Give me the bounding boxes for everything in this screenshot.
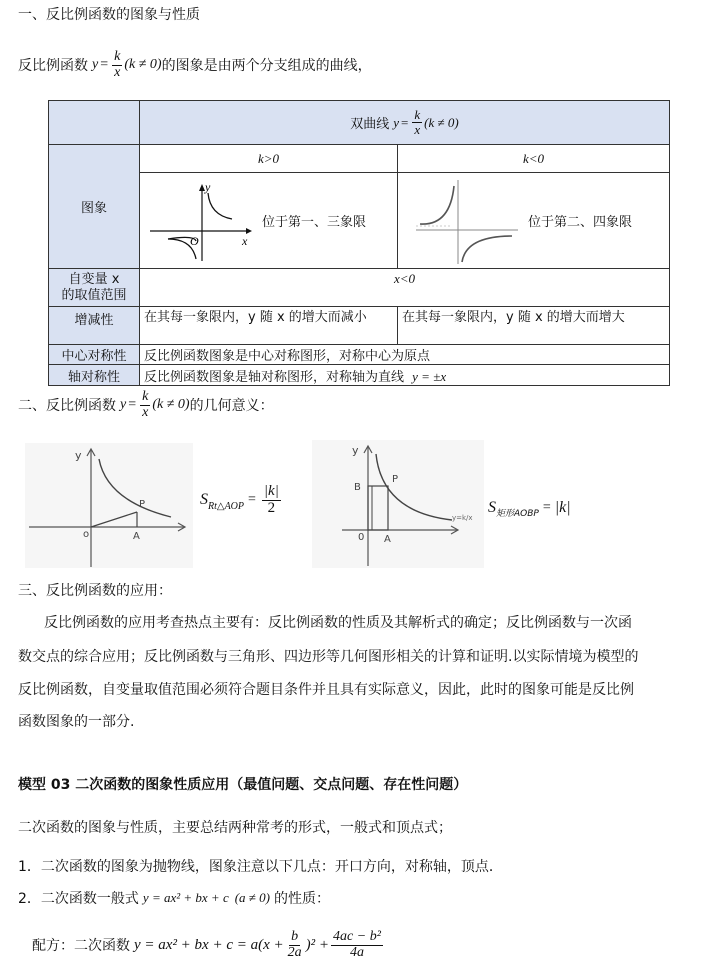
graph-positive-quadrants (144, 179, 254, 263)
intro-line (18, 50, 372, 80)
graph-label-cell (49, 145, 140, 269)
model-line4-mid: )² + (305, 936, 330, 953)
pos-quadrant-text: 位于第一、三象限 (262, 215, 367, 230)
geo1-num: |k| (263, 483, 279, 499)
section2-eq: = (128, 397, 137, 413)
graph-pos-origin: O (190, 233, 199, 248)
model-line2: 1．二次函数的图象为抛物线，图象注意以下几点：开口方向，对称轴，顶点． (18, 859, 503, 875)
section2-y: y (120, 397, 127, 413)
model-line4 (32, 930, 385, 960)
section2-heading (18, 390, 274, 420)
model-line3-prefix: 2．二次函数一般式 (18, 891, 139, 907)
central-symmetry-label-cell: 中心对称性 (49, 345, 140, 365)
domain-label-line2: 的取值范围 (61, 287, 127, 303)
monotonicity-negative-cell: 在其每一象限内，y 随 x 的增大而增大 (398, 307, 670, 345)
model-line4-lhs: y = ax² + bx + c = a(x + (134, 936, 284, 953)
geo2-s: S (488, 498, 496, 516)
graph-negative-quadrants (402, 176, 522, 266)
model-line3 (18, 888, 330, 908)
domain-label-cell (49, 269, 140, 307)
formula-num: k (114, 49, 121, 64)
formula-den: x (114, 64, 121, 80)
model-title: 模型 03 二次函数的图象性质应用（最值问题、交点问题、存在性问题） (18, 777, 468, 793)
geo1-point-p: P (139, 499, 146, 510)
header-y: y (393, 114, 400, 130)
rectangle-area-figure (312, 440, 484, 568)
properties-table (48, 100, 670, 386)
geo2-y-label: y (352, 444, 359, 457)
model-line3-cond: (a ≠ 0) (234, 890, 271, 905)
model-line4-f1-den: 2a (287, 944, 302, 960)
k-positive-cell: k>0 (140, 145, 398, 173)
header-prefix: 双曲线 (350, 117, 390, 132)
geo1-sub: Rt△AOP (208, 500, 245, 512)
graph-negative-cell (398, 173, 670, 269)
geo1-y-label: y (75, 449, 82, 462)
domain-label-line1: 自变量 x (68, 271, 120, 287)
model-line4-f1-num: b (291, 929, 299, 944)
triangle-area-formula (200, 484, 283, 517)
section1-heading: 一、反比例函数的图象与性质 (18, 7, 200, 23)
rectangle-area-formula (488, 496, 571, 519)
domain-value-cell: x<0 (140, 269, 670, 307)
formula-eq: = (100, 57, 109, 73)
geo2-point-b: B (354, 482, 361, 493)
k-negative-cell: k<0 (398, 145, 670, 173)
geo1-s: S (200, 491, 208, 509)
section2-prefix: 二、反比例函数 (18, 398, 116, 415)
graph-label: 图象 (80, 201, 107, 216)
geo2-point-a: A (384, 534, 391, 545)
intro-suffix: 的图象是由两个分支组成的曲线， (161, 58, 372, 75)
geo1-fraction (262, 484, 281, 517)
section2-den: x (142, 404, 149, 420)
graph-pos-x-label: x (242, 233, 248, 248)
model-line1: 二次函数的图象与性质，主要总结两种常考的形式，一般式和顶点式； (18, 820, 452, 836)
geo2-sub: 矩形AOBP (496, 509, 539, 519)
header-blank-cell (49, 101, 140, 145)
section3-para-line2: 数交点的综合应用；反比例函数与三角形、四边形等几何图形相关的计算和证明.以实际情境为模型的 (18, 649, 639, 665)
intro-prefix: 反比例函数 (18, 58, 88, 75)
formula-fraction (112, 50, 122, 80)
geo2-curve-label: y=k/x (452, 514, 473, 522)
axial-symmetry-text: 反比例函数图象是轴对称图形，对称轴为直线 (144, 369, 405, 385)
formula-cond: (k ≠ 0) (124, 57, 162, 73)
header-hyperbola-cell (140, 101, 670, 145)
header-fraction (412, 108, 422, 136)
monotonicity-label-cell: 增减性 (49, 307, 140, 345)
section3-para-line3: 反比例函数，自变量取值范围必须符合题目条件并且具有实际意义，因此，此时的图象可能是反比例 (18, 682, 634, 698)
axial-symmetry-value-cell (140, 365, 670, 386)
header-eq: = (401, 114, 409, 130)
section3-para-line1: 反比例函数的应用考查热点主要有：反比例函数的性质及其解析式的确定；反比例函数与一次函 (44, 615, 632, 631)
geo1-eq: = (248, 492, 256, 508)
axial-symmetry-formula: y = ±x (412, 368, 447, 384)
geo2-point-p: P (392, 474, 399, 485)
model-line4-fraction2 (331, 930, 383, 960)
geo1-den: 2 (267, 499, 276, 516)
model-line4-f2-den: 4a (349, 944, 364, 960)
section3-heading: 三、反比例函数的应用： (18, 583, 172, 599)
geo2-origin: 0 (358, 532, 365, 543)
graph-pos-y-label: y (205, 179, 211, 194)
section2-cond: (k ≠ 0) (152, 397, 190, 413)
formula-y: y (92, 57, 99, 73)
axial-symmetry-label-cell: 轴对称性 (49, 365, 140, 386)
central-symmetry-value-cell: 反比例函数图象是中心对称图形，对称中心为原点 (140, 345, 670, 365)
model-line3-formula: y = ax² + bx + c (142, 890, 229, 905)
geo2-val: |k| (554, 498, 571, 516)
section2-suffix: 的几何意义： (189, 398, 274, 415)
monotonicity-positive-cell: 在其每一象限内，y 随 x 的增大而减小 (140, 307, 398, 345)
header-num: k (414, 107, 421, 123)
geo1-origin: o (83, 529, 90, 540)
header-cond: (k ≠ 0) (424, 114, 459, 130)
section3-para-line4: 函数图象的一部分. (18, 714, 135, 730)
triangle-area-figure (25, 443, 193, 568)
neg-quadrant-text: 位于第二、四象限 (528, 215, 633, 230)
graph-positive-cell (140, 173, 398, 269)
model-line4-prefix: 配方：二次函数 (32, 938, 130, 955)
section2-fraction (140, 390, 150, 420)
model-line4-f2-num: 4ac − b² (333, 929, 381, 944)
model-line4-fraction1 (286, 930, 304, 960)
model-line3-suffix: 的性质： (274, 891, 331, 907)
geo1-point-a: A (133, 531, 140, 542)
geo2-eq: = (542, 499, 551, 515)
header-den: x (414, 122, 421, 137)
section2-num: k (142, 389, 149, 404)
